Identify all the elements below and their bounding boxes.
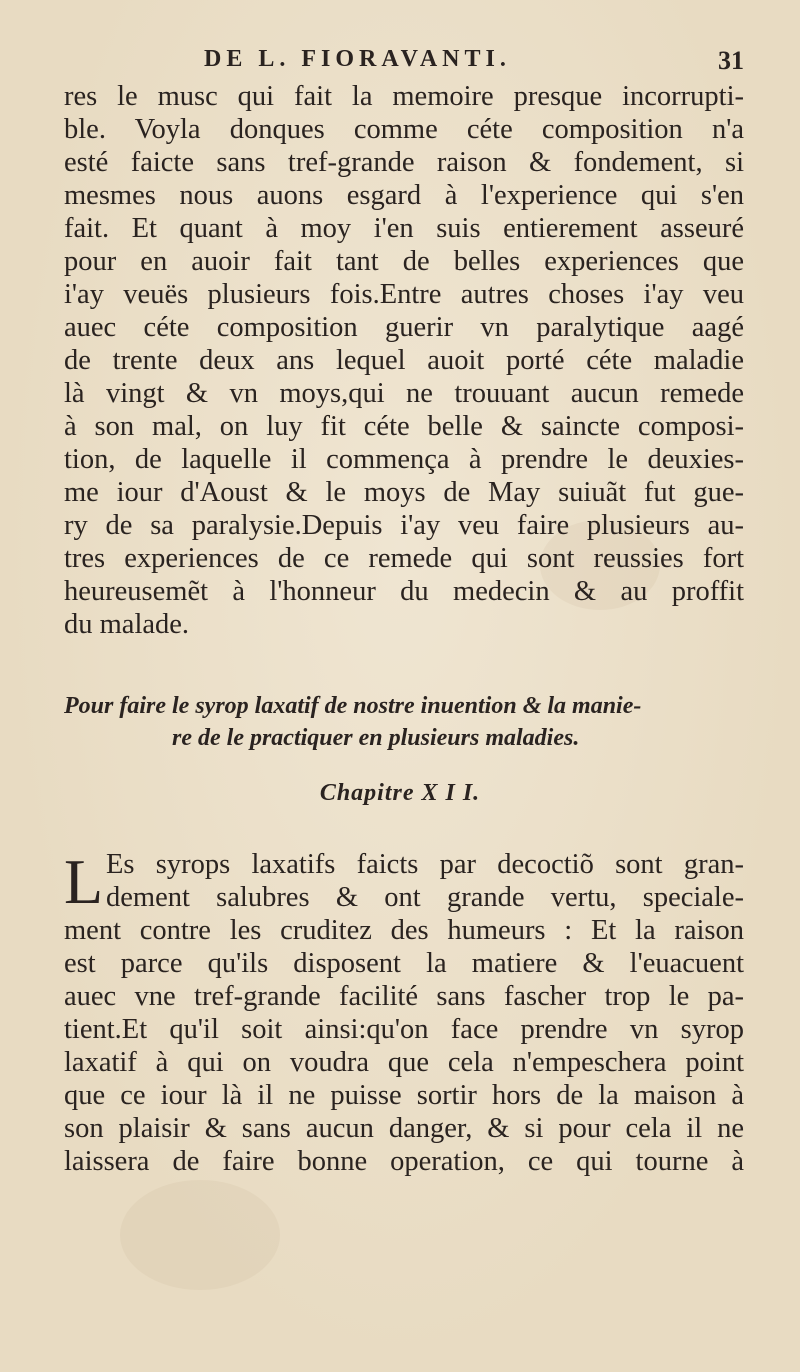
text-line: tres experiences de ce remede qui sont reussies fort — [64, 543, 744, 574]
text-line: tient.Et qu'il soit ainsi:qu'on face prendre vn syrop — [64, 1014, 744, 1045]
text-line: que ce iour là il ne puisse sortir hors de la maison à — [64, 1080, 744, 1111]
text-line: son plaisir & sans aucun danger, & si pour cela il ne — [64, 1113, 744, 1144]
text-line: ry de sa paralysie.Depuis i'ay veu faire plusieurs au- — [64, 510, 744, 541]
text-line: laissera de faire bonne operation, ce qui tourne à — [64, 1146, 744, 1177]
chapter-number: Chapitre X I I. — [319, 780, 481, 806]
paper-stain — [120, 1180, 280, 1290]
text-line: ment contre les cruditez des humeurs : Et la raison — [64, 915, 744, 946]
paragraph-chapter-start — [64, 848, 744, 1178]
text-line: mesmes nous auons esgard à l'experience qui s'en — [64, 180, 744, 211]
text-line: i'ay veuës plusieurs fois.Entre autres choses i'ay veu — [64, 279, 744, 310]
text-line: Es syrops laxatifs faicts par decoctiõ sont gran- — [106, 849, 744, 880]
text-line: heureusemẽt à l'honneur du medecin & au proffit — [64, 576, 744, 607]
running-head: DE L. FIORAVANTI. — [204, 46, 511, 72]
text-line: dement salubres & ont grande vertu, speciale- — [106, 882, 744, 913]
text-line: laxatif à qui on voudra que cela n'empeschera point — [64, 1047, 744, 1078]
text-line: auec céte composition guerir vn paralytique aagé — [64, 312, 744, 343]
text-line: pour en auoir fait tant de belles experiences que — [64, 246, 744, 277]
text-line: me iour d'Aoust & le moys de May suiuãt fut gue- — [64, 477, 744, 508]
text-line: auec vne tref-grande facilité sans fascher trop le pa- — [64, 981, 744, 1012]
text-line: ble. Voyla donques comme céte composition n'a — [64, 114, 744, 145]
text-line: res le musc qui fait la memoire presque incorrupti- — [64, 81, 744, 112]
chapter-title-line: Pour faire le syrop laxatif de nostre inuention & la manie- — [64, 693, 642, 719]
text-line: est parce qu'ils disposent la matiere & l'euacuent — [64, 948, 744, 979]
text-line: fait. Et quant à moy i'en suis entierement asseuré — [64, 213, 744, 244]
text-line: du malade. — [64, 609, 190, 640]
text-line: de trente deux ans lequel auoit porté céte maladie — [64, 345, 744, 376]
page-number: 31 — [718, 46, 744, 75]
text-line: esté faicte sans tref-grande raison & fondement, si — [64, 147, 744, 178]
drop-capital: L — [64, 846, 104, 917]
dropcap-block — [64, 846, 744, 917]
chapter-heading — [64, 690, 744, 754]
text-line: à son mal, on luy fit céte belle & saincte composi- — [64, 411, 744, 442]
paragraph-continued — [64, 80, 744, 641]
chapter-title-line: re de le practiquer en plusieurs maladies. — [172, 725, 580, 751]
text-line: tion, de laquelle il commença à prendre le deuxies- — [64, 444, 744, 475]
text-line: là vingt & vn moys,qui ne trouuant aucun remede — [64, 378, 744, 409]
